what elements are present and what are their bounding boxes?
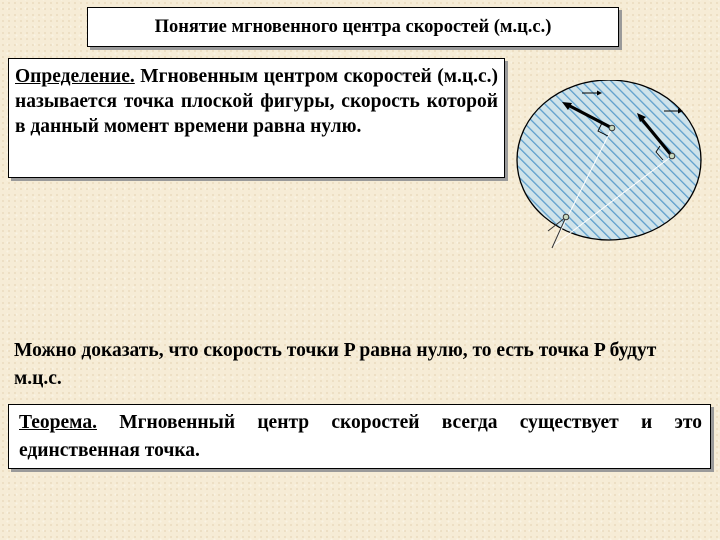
title-box [87,7,619,47]
point-a [609,125,615,131]
point-p [563,214,569,220]
page-title: Понятие мгновенного центра скоростей (м.ц.с.) [154,17,552,37]
proof-text: Можно доказать, что скорость точки P равна нулю, то есть точка P будут м.ц.с. [14,340,657,389]
definition-text: Мгновенным центром скоростей (м.ц.с.) называется точка плоской фигуры, скорость которой в данный момент времени равна нулю. [15,66,498,137]
theorem-box [8,404,711,469]
point-b [669,153,675,159]
theorem-text: Мгновенный центр скоростей всегда существует и это единственная точка. [19,412,702,461]
definition-label: Определение. [15,66,135,87]
plane-figure-diagram [510,80,710,260]
plane-figure-body [517,80,701,240]
theorem-label: Теорема. [19,412,97,433]
definition-box [8,58,505,178]
